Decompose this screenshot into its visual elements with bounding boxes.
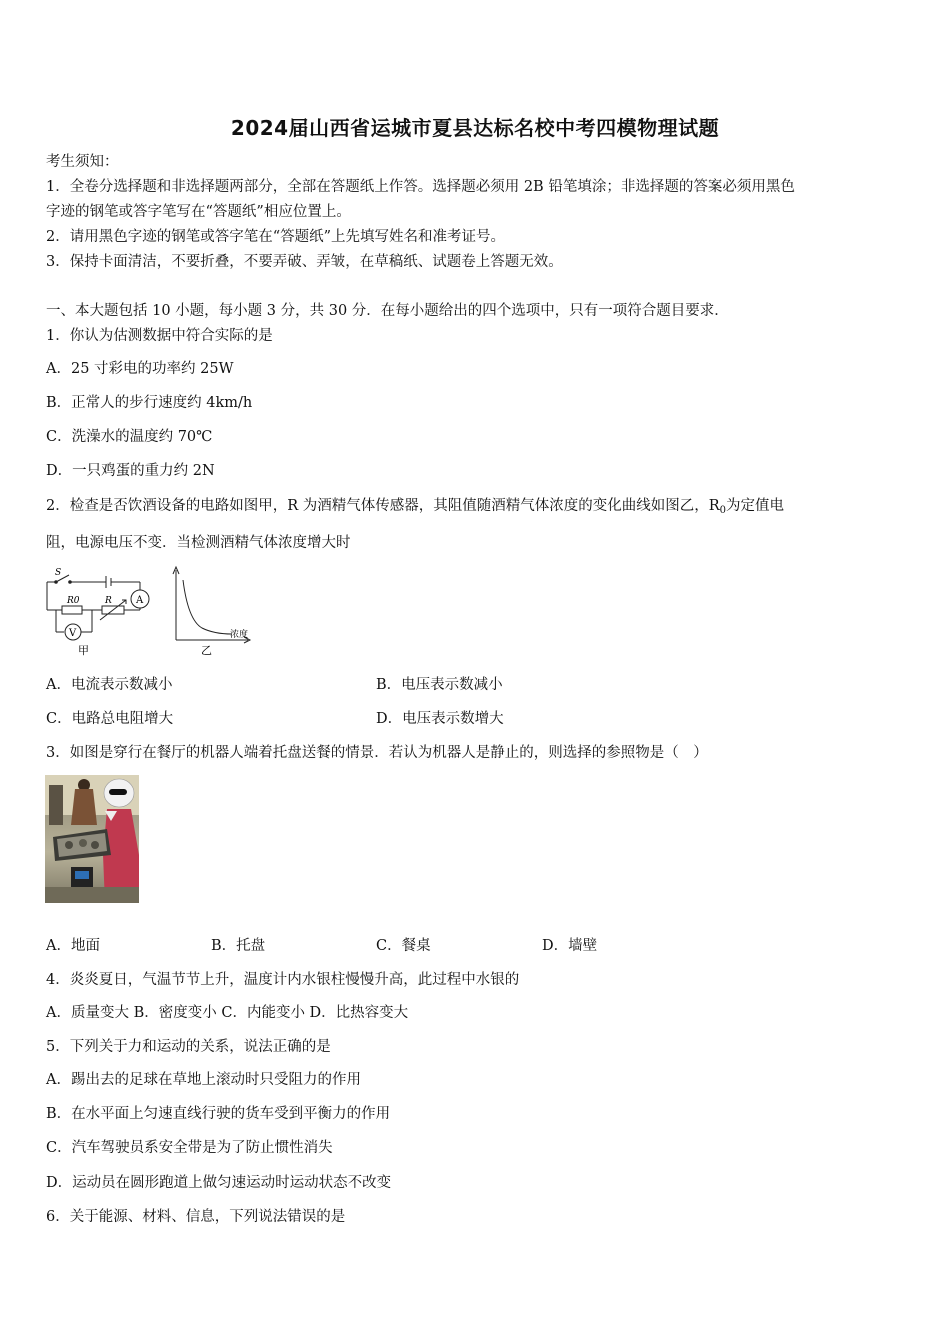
q1-option-c: C．洗澡水的温度约 70℃ (46, 429, 213, 445)
q3-option-d: D．墙壁 (542, 938, 598, 954)
q2-stem-part2: 为定值电 (726, 498, 785, 514)
notice-item-3: 3．保持卡面清洁，不要折叠，不要弄破、弄皱，在草稿纸、试题卷上答题无效。 (46, 254, 563, 270)
q5-option-d: D．运动员在圆形跑道上做匀速运动时运动状态不改变 (46, 1175, 392, 1191)
section-heading: 一、本大题包括 10 小题，每小题 3 分，共 30 分．在每小题给出的四个选项中，只有一项符合题目要求． (46, 303, 729, 319)
q3-robot-photo (45, 775, 139, 903)
q2-stem-part1: 2．检查是否饮酒设备的电路如图甲，R 为酒精气体传感器，其阻值随酒精气体浓度的变化曲线如图乙，R (46, 498, 720, 514)
voltmeter-label: V (69, 628, 77, 639)
q4-stem: 4．炎炎夏日，气温节节上升，温度计内水银柱慢慢升高，此过程中水银的 (46, 972, 520, 988)
figure-label-jia: 甲 (78, 644, 89, 657)
q2-option-c: C．电路总电阻增大 (46, 711, 174, 727)
q2-resistance-graph (168, 562, 258, 658)
circuit-label-r0: R0 (67, 596, 80, 606)
notice-item-2: 2．请用黑色字迹的钢笔或答字笔在“答题纸”上先填写姓名和准考证号。 (46, 229, 506, 245)
notice-item-1a: 1．全卷分选择题和非选择题两部分，全部在答题纸上作答。选择题必须用 2B 铅笔填涂；非选择题的答案必须用黑色 (46, 179, 795, 195)
q5-option-a: A．踢出去的足球在草地上滚动时只受阻力的作用 (46, 1072, 361, 1088)
circuit-label-r: R (105, 596, 112, 606)
q2-stem-line2: 阻，电源电压不变．当检测酒精气体浓度增大时 (46, 535, 351, 551)
q2-stem-subscript: 0 (719, 505, 727, 516)
figure-label-yi: 乙 (201, 644, 212, 657)
graph-axis-label: 浓度 (230, 630, 249, 640)
q2-stem-line1 (46, 496, 784, 521)
q1-option-d: D．一只鸡蛋的重力约 2N (46, 463, 215, 479)
q5-option-c: C．汽车驾驶员系安全带是为了防止惯性消失 (46, 1140, 333, 1156)
q2-option-d: D．电压表示数增大 (376, 711, 504, 727)
q5-option-b: B．在水平面上匀速直线行驶的货车受到平衡力的作用 (46, 1106, 391, 1122)
q5-stem: 5．下列关于力和运动的关系，说法正确的是 (46, 1039, 331, 1055)
q4-options: A．质量变大 B．密度变小 C．内能变小 D．比热容变大 (46, 1005, 409, 1021)
q3-option-b: B．托盘 (211, 938, 266, 954)
q2-option-b: B．电压表示数减小 (376, 677, 503, 693)
q3-stem: 3．如图是穿行在餐厅的机器人端着托盘送餐的情景．若认为机器人是静止的，则选择的参照物是（ ） (46, 745, 708, 761)
notice-heading: 考生须知： (46, 154, 119, 170)
q1-option-a: A．25 寸彩电的功率约 25W (46, 361, 234, 377)
q3-option-a: A．地面 (46, 938, 100, 954)
ammeter-label: A (136, 595, 144, 606)
q2-option-a: A．电流表示数减小 (46, 677, 173, 693)
q2-circuit-diagram (42, 562, 162, 658)
notice-item-1b: 字迹的钢笔或答字笔写在“答题纸”相应位置上。 (46, 204, 351, 220)
q1-option-b: B．正常人的步行速度约 4km/h (46, 395, 253, 411)
q1-stem: 1．你认为估测数据中符合实际的是 (46, 328, 273, 344)
q3-option-c: C．餐桌 (376, 938, 431, 954)
q6-stem: 6．关于能源、材料、信息，下列说法错误的是 (46, 1209, 346, 1225)
circuit-label-s: S (55, 568, 62, 578)
page-title: 2024届山西省运城市夏县达标名校中考四模物理试题 (230, 116, 720, 140)
